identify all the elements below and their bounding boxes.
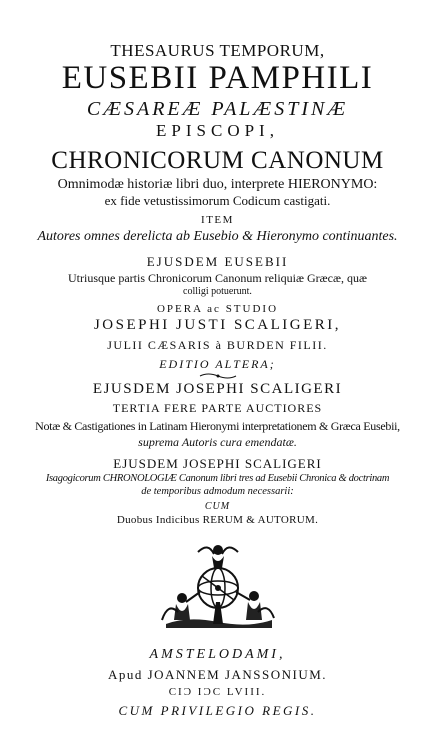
title-line-chronicorum: CHRONICORUM CANONUM [51,147,384,174]
imprint-year: CIƆ IƆC LVIII. [168,686,267,698]
title-line-editio: EDITIO ALTERA; [159,357,276,371]
title-line-eusebii: EUSEBII PAMPHILI [61,60,374,96]
title-line-ejusdem-josephi-1: EJUSDEM JOSEPHI SCALIGERI [92,381,343,397]
title-line-tertia: TERTIA FERE PARTE AUCTIORES [112,401,323,415]
title-line-josephi-justi: JOSEPHI JUSTI SCALIGERI, [93,317,342,333]
imprint-publisher: Apud JOANNEM JANSSONIUM. [107,667,328,682]
imprint-city: AMSTELODAMI, [149,647,286,662]
title-line-ejusdem-eusebii: EJUSDEM EUSEBII [146,254,289,269]
title-line-utriusque: Utriusque partis Chronicorum Canonum reliquiæ Græcæ, quæ [68,271,367,285]
title-line-isagogicorum: Isagogicorum CHRONOLOGIÆ Canonum libri tres ad Eusebii Chronica & doctrinam [45,473,390,484]
title-line-item: ITEM [201,214,234,226]
title-line-ex-fide: ex fide vetustissimorum Codicum castigati. [104,193,331,208]
privilege-line: CUM PRIVILEGIO REGIS. [118,703,317,718]
title-line-cum: CUM [204,501,231,512]
title-line-duobus: Duobus Indicibus RERUM & AUTORUM. [116,514,319,526]
printers-device-emblem-icon [158,532,278,632]
title-line-notae: Notæ & Castigationes in Latinam Hieronymi interpretationem & Græca Eusebii, [35,419,400,433]
title-line-de-temporibus: de temporibus admodum necessarii: [141,486,294,497]
title-line-autores: Autores omnes derelicta ab Eusebio & Hieronymo continuantes. [37,229,398,244]
title-line-caesareae: CÆSAREÆ PALÆSTINÆ [86,98,349,120]
title-line-julii: JULII CÆSARIS à BURDEN FILII. [107,338,328,352]
title-line-thesaurus: THESAURUS TEMPORUM, [110,41,325,60]
title-line-episcopi: EPISCOPI, [156,121,279,140]
small-ornament-icon [198,372,238,380]
title-line-ejusdem-josephi-2: EJUSDEM JOSEPHI SCALIGERI [113,456,322,471]
title-line-opera: OPERA ac STUDIO [156,303,279,315]
title-line-colligi: colligi potuerunt. [183,286,252,297]
title-line-suprema: suprema Autoris cura emendatæ. [138,435,297,449]
title-line-omnimodae: Omnimodæ historiæ libri duo, interprete HIERONYMO: [57,177,378,192]
